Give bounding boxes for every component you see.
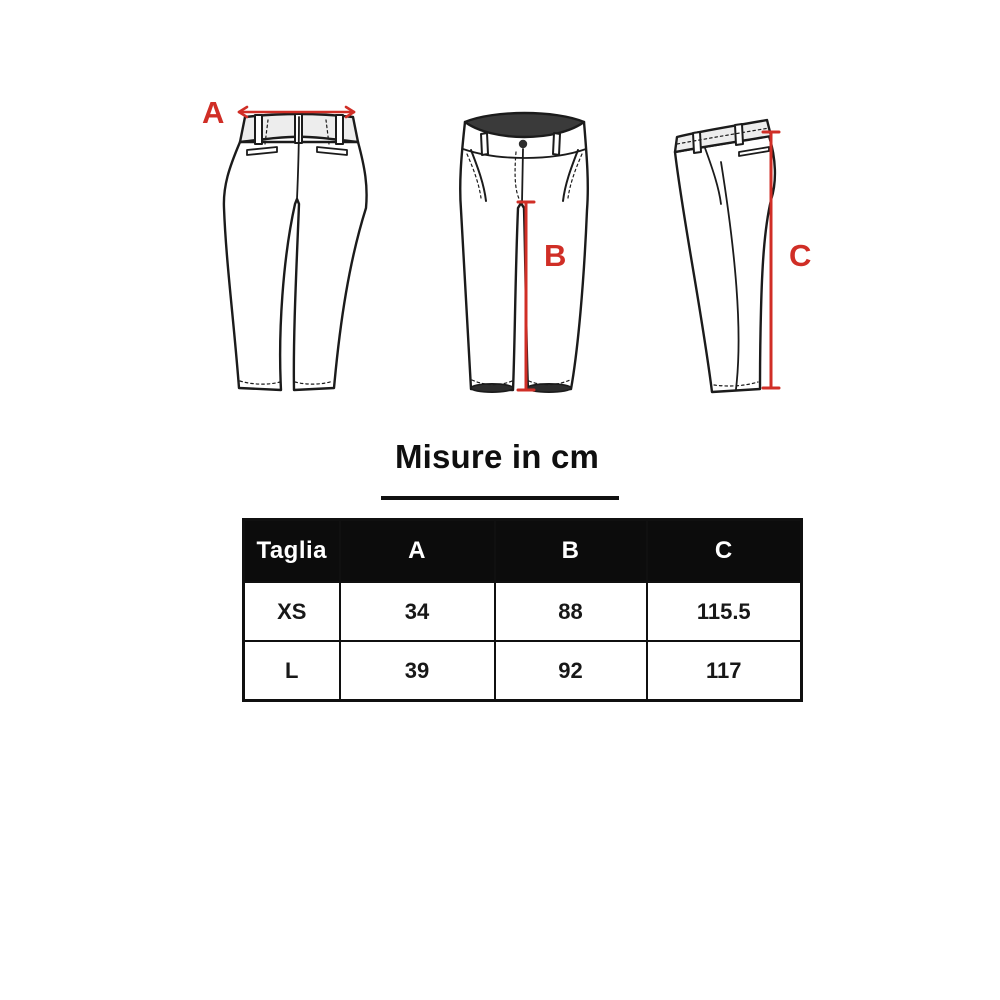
measure-label-b: B bbox=[544, 238, 567, 273]
size-row-l bbox=[244, 641, 802, 701]
fly-seam bbox=[522, 149, 523, 203]
measure-label-c: C bbox=[789, 238, 812, 273]
header-a: A bbox=[340, 520, 495, 583]
pants-front-view-diagram bbox=[438, 98, 623, 408]
title-underline bbox=[381, 496, 619, 500]
header-b: B bbox=[495, 520, 647, 583]
size-l-taglia: L bbox=[244, 641, 340, 701]
size-xs-a: 34 bbox=[340, 582, 495, 641]
hem-shadow bbox=[471, 384, 513, 392]
size-table-header-row bbox=[244, 520, 802, 583]
size-xs-c: 115.5 bbox=[647, 582, 802, 641]
size-l-b: 92 bbox=[495, 641, 647, 701]
size-xs-taglia: XS bbox=[244, 582, 340, 641]
header-c: C bbox=[647, 520, 802, 583]
size-row-xs bbox=[244, 582, 802, 641]
belt-loop bbox=[553, 133, 560, 155]
header-taglia: Taglia bbox=[244, 520, 340, 583]
size-chart-title: Misure in cm bbox=[394, 438, 600, 475]
pants-front-body bbox=[460, 122, 588, 390]
belt-loop bbox=[336, 115, 343, 144]
belt-loop bbox=[255, 115, 262, 144]
belt-loop bbox=[693, 132, 701, 153]
pants-side-body bbox=[675, 136, 775, 392]
waist-button bbox=[519, 140, 527, 148]
size-xs-b: 88 bbox=[495, 582, 647, 641]
belt-loop bbox=[735, 124, 743, 145]
size-l-c: 117 bbox=[647, 641, 802, 701]
measure-label-a: A bbox=[202, 95, 225, 130]
pants-back-view-diagram bbox=[193, 90, 413, 410]
pants-back-body bbox=[224, 142, 367, 390]
belt-loop bbox=[481, 133, 488, 155]
size-l-a: 39 bbox=[340, 641, 495, 701]
size-table bbox=[242, 518, 803, 702]
